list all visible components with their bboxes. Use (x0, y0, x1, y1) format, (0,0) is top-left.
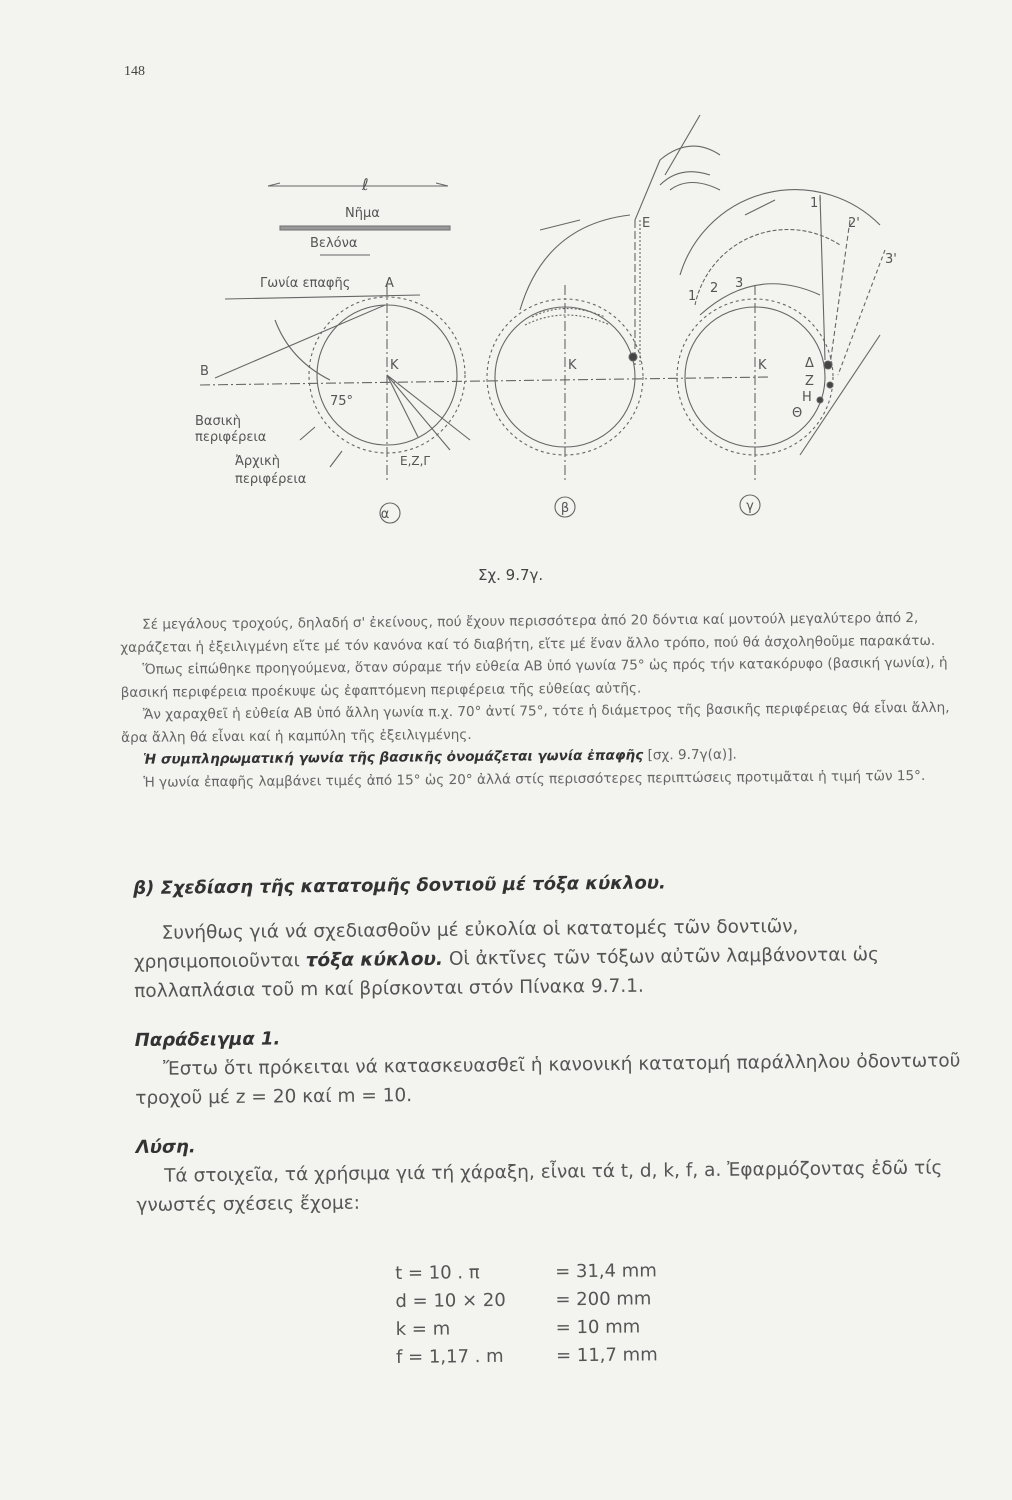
sub-label-a: α (380, 507, 390, 522)
formula-rhs: = 10 mm (555, 1316, 641, 1339)
formula-row (396, 1341, 658, 1372)
term-circular-arcs: τόξα κύκλου. (305, 948, 444, 972)
paragraph: Σέ μεγάλους τροχούς, δηλαδή σ' ἐκείνους, πού ἔχουν περισσότερα ἀπό 20 δόντια καί μοντούλ μεγαλύτερο ἀπό 2, χαράζεται ἡ ἐξειλιγμένη εἴτε μέ τόν κανόνα καί τό διαβήτη, εἴτε μέ ἕναν ἄλλο τρόπο, πού θά ἀσχοληθοῦμε παρακάτω. (120, 610, 936, 656)
label-K-b: K (568, 358, 577, 373)
label-efg: Ε,Ζ,Γ (400, 454, 431, 468)
formula-row (396, 1313, 658, 1344)
paragraph: Ἄν χαραχθεῖ ἡ εὐθεία ΑΒ ὑπό ἄλλη γωνία π.χ. 70° ἀντί 75°, τότε ἡ διάμετρος τῆς βασικῆς περιφέρειας θά εἶναι ἄλλη, ἄρα ἄλλη θά εἶναι καί ἡ καμπύλη τῆς ἐξειλιγμένης. (121, 699, 950, 746)
label-base-2: περιφέρεια (195, 430, 267, 445)
label-2: 2 (710, 281, 719, 296)
small-text-block (120, 607, 964, 794)
formula-list (395, 1257, 658, 1372)
label-Theta: Θ (792, 406, 803, 421)
label-K-c: K (758, 358, 767, 373)
main-text-block (133, 865, 967, 1220)
line-AB (215, 305, 385, 378)
text-run: Συνήθως γιά νά σχεδιασθοῦν μέ εὐκολία οἱ κατατομές τῶν δοντιῶν, χρησιμοποιοῦνται (133, 916, 799, 973)
figure-9-7c (180, 95, 920, 555)
section-heading: β) Σχεδίαση τῆς κατατομῆς δοντιοῦ μέ τόξα κύκλου. (133, 872, 666, 899)
label-length-l: ℓ (362, 175, 369, 194)
formula-rhs: = 11,7 mm (555, 1344, 658, 1367)
label-1-prime: 1' (810, 196, 822, 211)
label-angle-75: 75° (330, 394, 354, 409)
formula-lhs: t = 10 . π (395, 1262, 480, 1284)
figure-caption: Σχ. 9.7γ. (478, 566, 544, 584)
label-3-prime: 3' (885, 252, 897, 267)
label-3: 3 (735, 276, 744, 291)
term-contact-angle: Ἡ συμπληρωματική γωνία τῆς βασικῆς ὀνομάζεται γωνία ἐπαφῆς (143, 747, 644, 768)
label-Delta: Δ (805, 356, 814, 371)
formula-lhs: k = m (395, 1318, 451, 1340)
paragraph (133, 910, 964, 1006)
label-contact-angle: Γωνία επαφῆς (260, 276, 351, 291)
text-run: Οἱ ἀκτῖνες τῶν τόξων αὐτῶν λαμβάνονται ὡς πολλαπλάσια τοῦ m καί βρίσκονται στόν Πίνακα 9.7.1. (134, 944, 880, 1002)
label-B: B (200, 364, 209, 379)
label-A: A (385, 276, 394, 291)
label-1: 1 (688, 289, 697, 304)
figure-reference: [σχ. 9.7γ(α)]. (643, 746, 737, 764)
label-initial-1: Ἀρχικὴ (235, 454, 280, 469)
paragraph: Ἡ γωνία ἐπαφῆς λαμβάνει τιμές ἀπό 15° ὡς 20° ἀλλά στίς περισσότερες περιπτώσεις προτιμᾶται ἡ τιμή τῶν 15°. (143, 767, 926, 791)
example-heading: Παράδειγμα 1. (134, 1028, 281, 1051)
paragraph: Ὅπως εἰπώθηκε προηγούμενα, ὅταν σύραμε τήν εὐθεία ΑΒ ὑπό γωνία 75° ὡς πρός τήν κατακόρυφο (βασική γωνία), ἡ βασική περιφέρεια προέκυψε ὡς ἐφαπτόμενη περιφέρεια τῆς εὐθείας αὐτῆς. (120, 654, 948, 701)
label-H: H (802, 390, 812, 405)
label-K-a: K (390, 358, 399, 373)
paragraph: Ἔστω ὅτι πρόκειται νά κατασκευασθεῖ ἡ κανονική κατατομή παράλληλου ὀδοντωτοῦ τροχοῦ μέ z = 20 καί m = 10. (135, 1050, 961, 1109)
page-number: 148 (124, 64, 145, 79)
formula-rhs: = 200 mm (555, 1288, 652, 1311)
label-base-1: Βασικὴ (195, 414, 242, 429)
formula-lhs: d = 10 × 20 (395, 1289, 506, 1312)
formula-lhs: f = 1,17 . m (395, 1345, 504, 1368)
formula-row (395, 1257, 657, 1288)
label-Z: Z (805, 374, 814, 389)
formula-row (395, 1285, 657, 1316)
sub-label-c: γ (746, 499, 754, 514)
formula-rhs: = 31,4 mm (555, 1260, 657, 1283)
label-initial-2: περιφέρεια (235, 472, 307, 487)
label-needle: Βελόνα (310, 236, 358, 251)
sub-label-b: β (560, 501, 570, 516)
paragraph: Τά στοιχεῖα, τά χρήσιμα γιά τή χάραξη, εἶναι τά t, d, k, f, a. Ἐφαρμόζοντας ἐδῶ τίς γνωστές σχέσεις ἔχομε: (136, 1157, 943, 1216)
label-E: E (642, 216, 651, 231)
label-2-prime: 2' (848, 216, 860, 231)
solution-heading: Λύση. (135, 1136, 196, 1158)
label-thread: Νῆμα (345, 206, 380, 221)
